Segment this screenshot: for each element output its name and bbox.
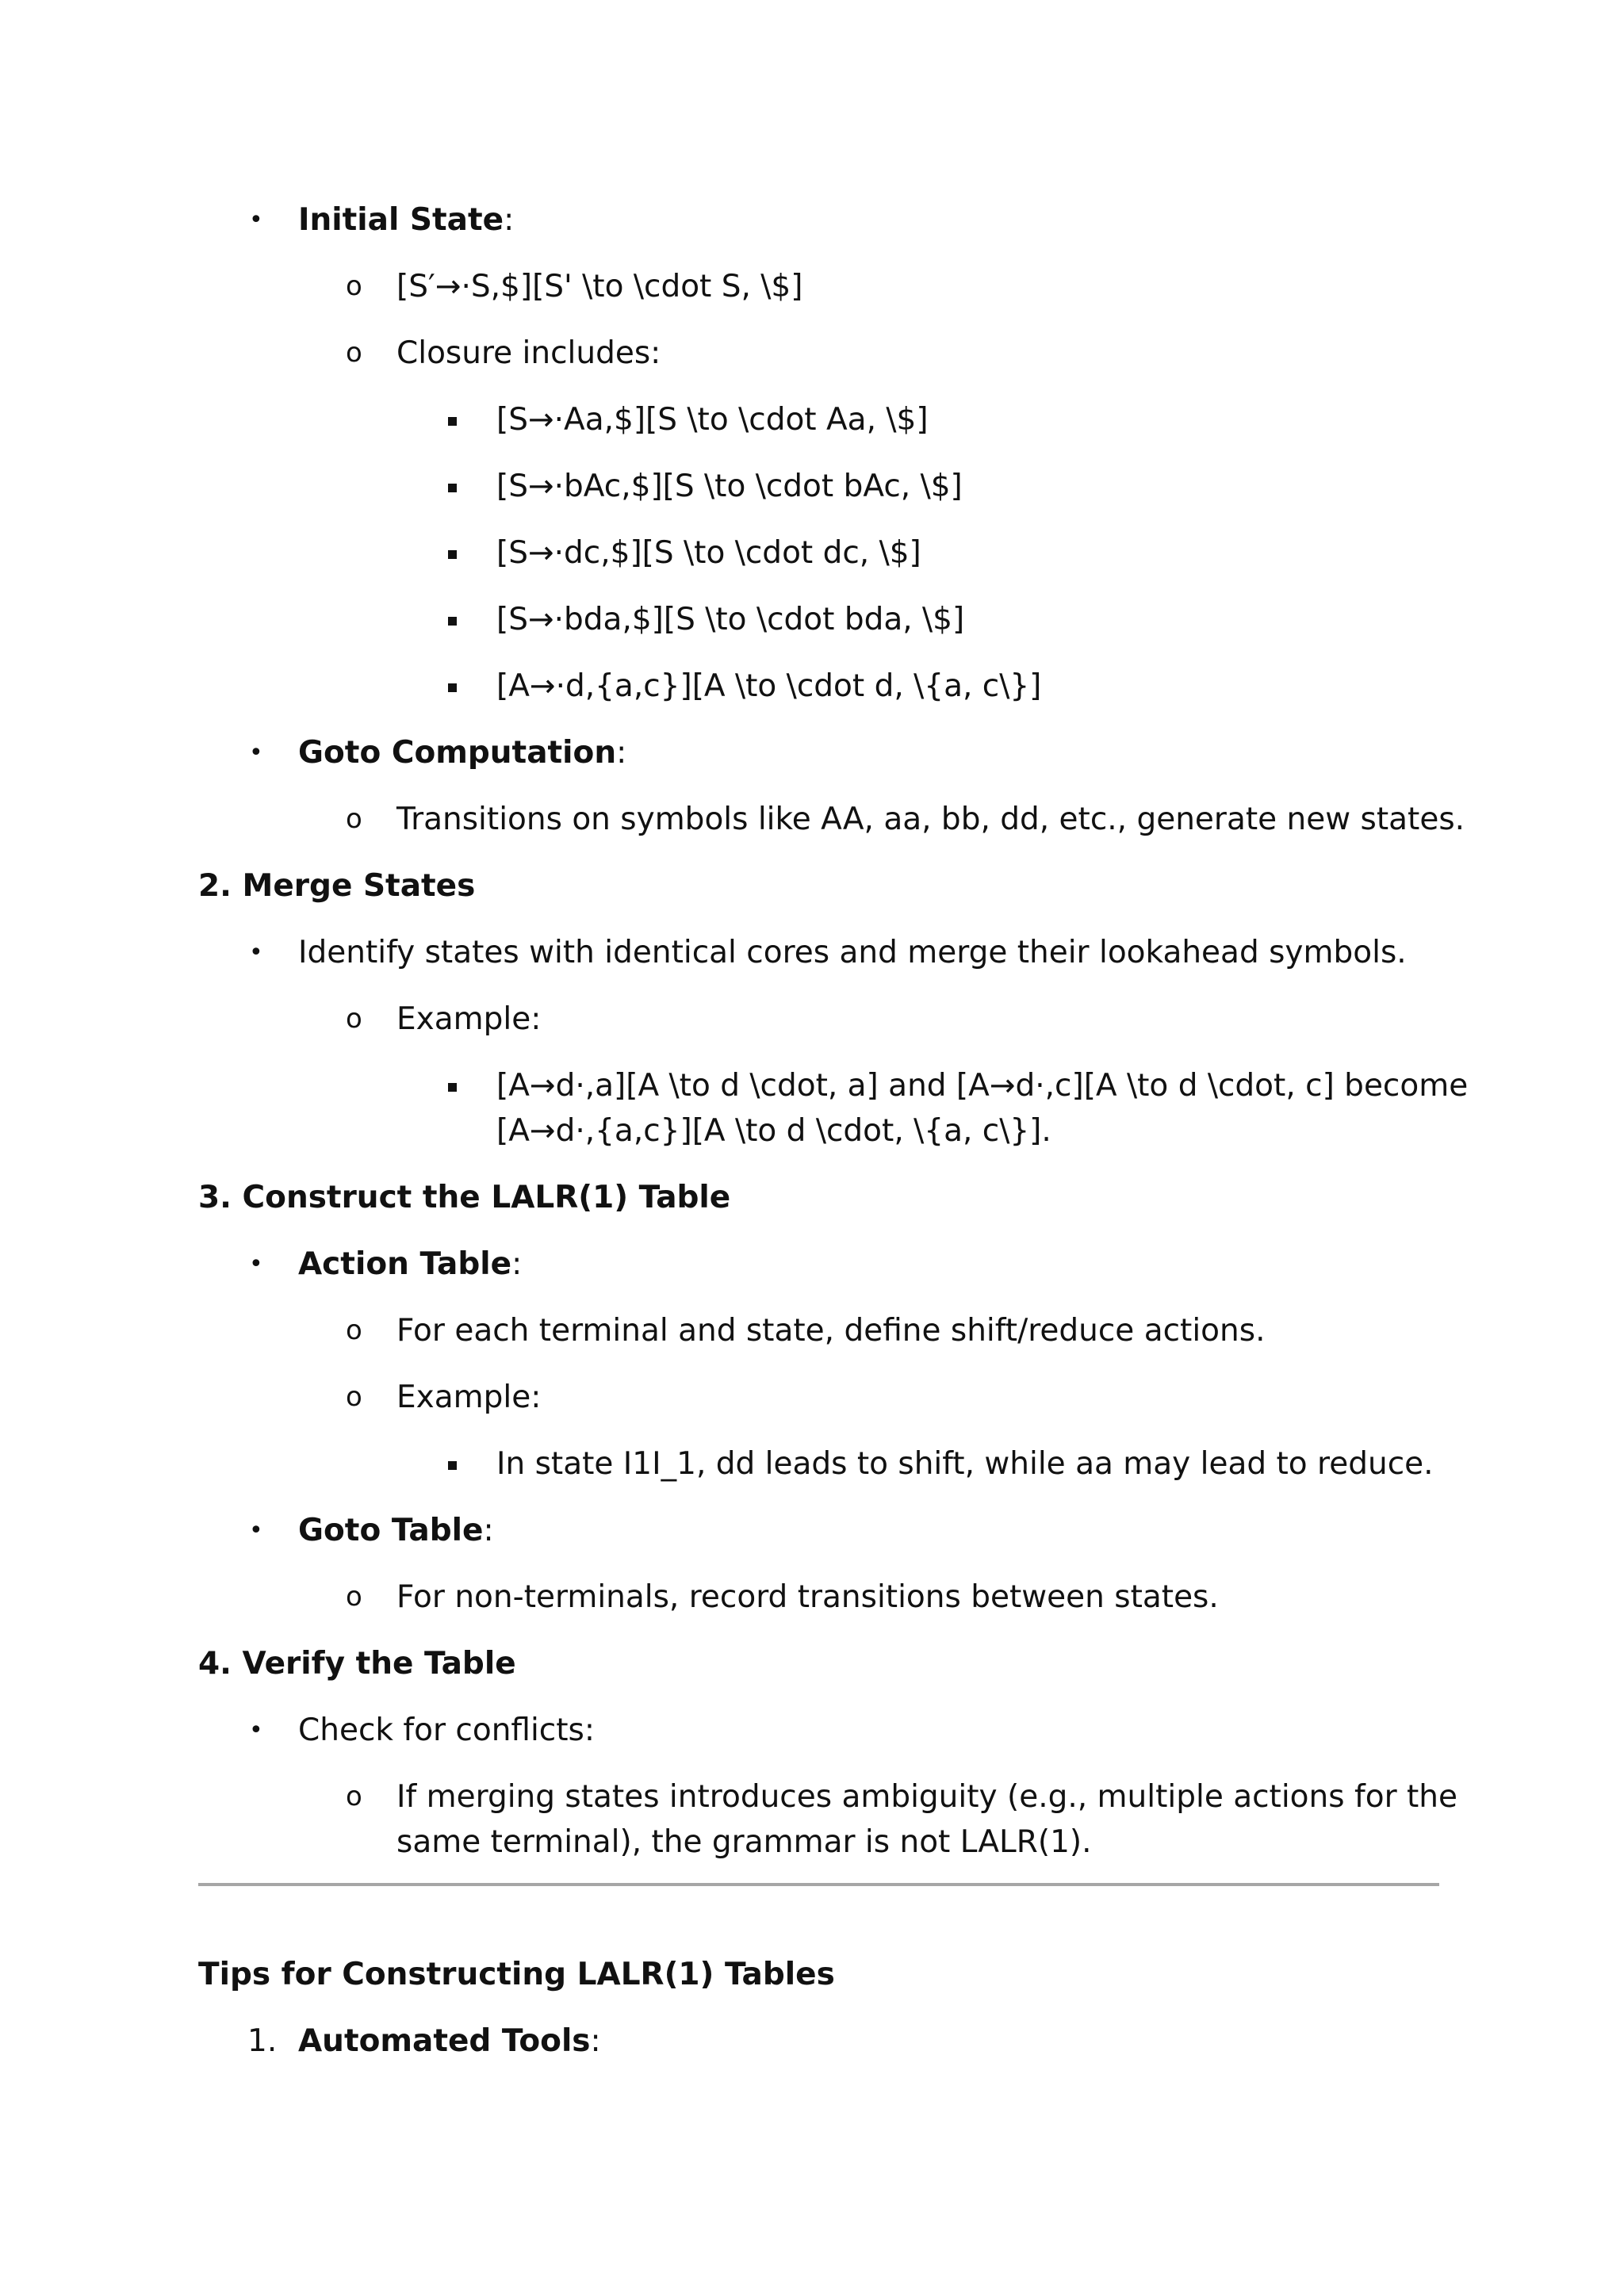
- verify-item-line1: If merging states introduces ambiguity (e.g., multiple actions for the: [396, 1779, 1457, 1815]
- verify-item-line2: same terminal), the grammar is not LALR(1).: [396, 1824, 1092, 1860]
- example-label: Example:: [396, 1380, 542, 1415]
- circle-marker: o: [346, 1781, 362, 1812]
- closure-item: [S→·bda,$][S \to \cdot bda, \$]: [496, 602, 965, 637]
- initial-state-label: Initial State: [298, 202, 504, 238]
- bullet-marker: •: [249, 739, 263, 767]
- square-marker: [448, 550, 457, 559]
- closure-label: Closure includes:: [396, 335, 661, 371]
- merge-example-line2: [A→d·,{a,c}][A \to d \cdot, \{a, c\}].: [496, 1113, 1051, 1149]
- tips-heading: Tips for Constructing LALR(1) Tables: [198, 1957, 835, 1992]
- goto-table-text: For non-terminals, record transitions between states.: [396, 1579, 1219, 1615]
- circle-marker: o: [346, 1314, 362, 1346]
- merge-example-line1: [A→d·,a][A \to d \cdot, a] and [A→d·,c][A \to d \cdot, c] become: [496, 1068, 1469, 1104]
- square-marker: [448, 484, 457, 492]
- colon: :: [511, 1246, 523, 1282]
- initial-state-item: [298, 197, 514, 243]
- horizontal-rule: [198, 1883, 1439, 1886]
- square-marker: [448, 617, 457, 626]
- action-table-label: Action Table: [298, 1246, 512, 1282]
- bullet-marker: •: [249, 1517, 263, 1544]
- closure-item: [S→·dc,$][S \to \cdot dc, \$]: [496, 535, 921, 571]
- closure-item: [S→·bAc,$][S \to \cdot bAc, \$]: [496, 469, 963, 504]
- square-marker: [448, 683, 457, 692]
- goto-computation-item: [298, 730, 626, 775]
- goto-computation-text: Transitions on symbols like AA, aa, bb, dd, etc., generate new states.: [396, 802, 1465, 837]
- circle-marker: o: [346, 270, 362, 302]
- verify-heading: 4. Verify the Table: [198, 1646, 516, 1682]
- square-marker: [448, 417, 457, 426]
- circle-marker: o: [346, 1381, 362, 1413]
- list-number: 1.: [247, 2023, 278, 2059]
- closure-item: [A→·d,{a,c}][A \to \cdot d, \{a, c\}]: [496, 668, 1042, 704]
- merge-states-bullet: Identify states with identical cores and merge their lookahead symbols.: [298, 935, 1407, 970]
- colon: :: [483, 1513, 494, 1548]
- circle-marker: o: [346, 1581, 362, 1613]
- square-marker: [448, 1461, 457, 1470]
- square-marker: [448, 1083, 457, 1092]
- circle-marker: o: [346, 337, 362, 369]
- bullet-marker: •: [249, 1716, 263, 1744]
- circle-marker: o: [346, 803, 362, 835]
- example-label: Example:: [396, 1001, 542, 1037]
- closure-item: [S→·Aa,$][S \to \cdot Aa, \$]: [496, 402, 929, 438]
- verify-bullet: Check for conflicts:: [298, 1712, 596, 1748]
- colon: :: [616, 735, 627, 771]
- construct-heading: 3. Construct the LALR(1) Table: [198, 1180, 731, 1215]
- automated-tools-item: [298, 2019, 601, 2064]
- colon: :: [504, 202, 515, 238]
- colon: :: [590, 2023, 601, 2059]
- action-table-text: For each terminal and state, define shift/reduce actions.: [396, 1313, 1266, 1349]
- action-table-item: [298, 1242, 522, 1287]
- bullet-marker: •: [249, 1250, 263, 1278]
- automated-tools-label: Automated Tools: [298, 2023, 591, 2059]
- goto-table-label: Goto Table: [298, 1513, 484, 1548]
- bullet-marker: •: [249, 939, 263, 966]
- goto-computation-label: Goto Computation: [298, 735, 617, 771]
- circle-marker: o: [346, 1003, 362, 1035]
- construct-example-text: In state I1I_1, dd leads to shift, while aa may lead to reduce.: [496, 1446, 1434, 1482]
- bullet-marker: •: [249, 206, 263, 234]
- merge-states-heading: 2. Merge States: [198, 868, 476, 904]
- goto-table-item: [298, 1508, 494, 1553]
- initial-item: [S′→·S,$][S' \to \cdot S, \$]: [396, 269, 803, 304]
